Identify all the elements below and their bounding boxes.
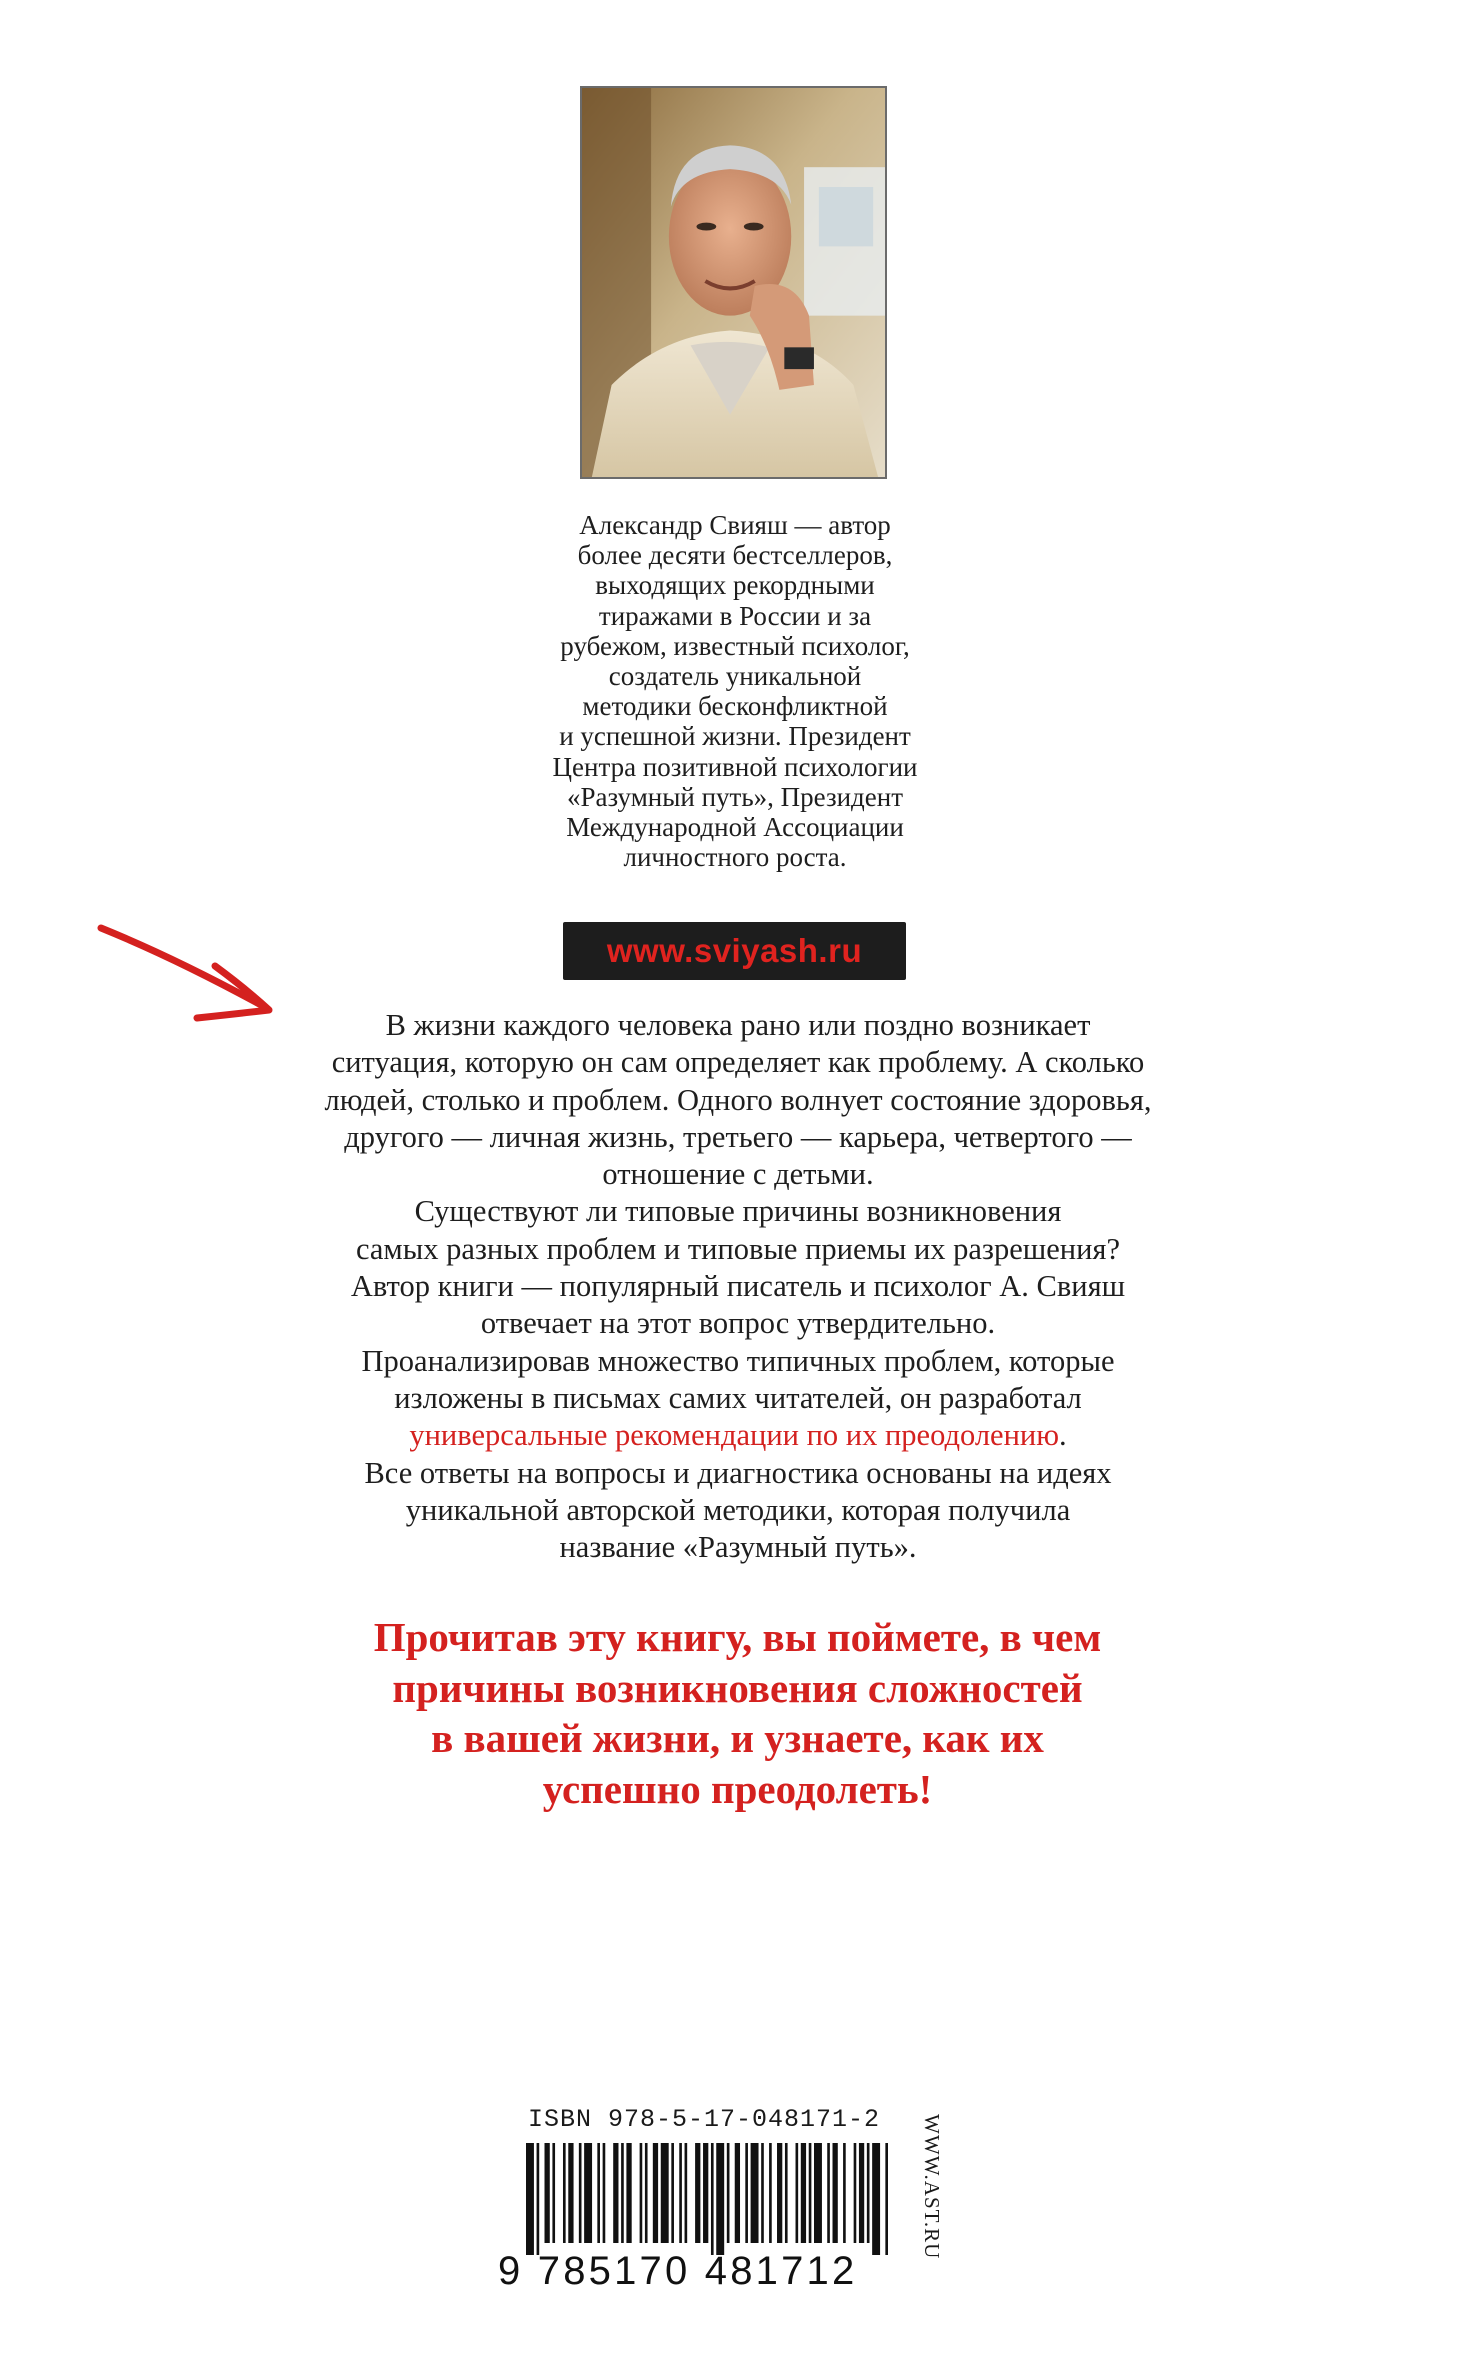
barcode-bar — [661, 2143, 669, 2243]
barcode-image — [526, 2143, 888, 2255]
barcode-bar — [814, 2143, 822, 2243]
barcode-bar — [761, 2143, 764, 2243]
barcode-bar — [653, 2143, 658, 2243]
barcode-bar — [859, 2143, 864, 2243]
barcode-bar — [867, 2143, 870, 2243]
annotation-line: название «Разумный путь». — [559, 1530, 917, 1565]
bio-line: более десяти бестселлеров, — [577, 540, 893, 571]
author-portrait-image — [582, 88, 885, 477]
barcode-bar — [716, 2143, 724, 2255]
barcode-bar — [526, 2143, 534, 2255]
website-banner[interactable] — [563, 922, 906, 980]
author-bio — [430, 510, 1040, 872]
barcode-bar — [796, 2143, 799, 2243]
annotation-line: отношение с детьми. — [602, 1157, 874, 1192]
barcode-bar — [843, 2143, 846, 2243]
cta-line: успешно преодолеть! — [542, 1765, 933, 1812]
book-annotation — [230, 1007, 1246, 1566]
annotation-period: . — [1059, 1418, 1067, 1453]
annotation-line: В жизни каждого человека рано или поздно возникает — [385, 1008, 1091, 1042]
barcode-bar — [613, 2143, 618, 2243]
barcode-bar — [603, 2143, 606, 2243]
barcode-bar — [552, 2143, 555, 2243]
cta-line: Прочитав эту книгу, вы поймете, в чем — [373, 1614, 1102, 1660]
barcode-bar — [777, 2143, 782, 2243]
annotation-line: Существуют ли типовые причины возникновения — [414, 1194, 1062, 1229]
barcode-bar — [685, 2143, 688, 2243]
barcode-bar — [833, 2143, 838, 2243]
cta-line: причины возникновения сложностей — [392, 1664, 1083, 1711]
barcode-bar — [745, 2143, 748, 2243]
barcode-bar — [769, 2143, 772, 2243]
annotation-line: отвечает на этот вопрос утвердительно. — [480, 1306, 996, 1341]
barcode-bar — [727, 2143, 730, 2243]
annotation-highlight: универсальные рекомендации по их преодолению — [409, 1418, 1060, 1453]
barcode-bar — [711, 2143, 714, 2255]
cta-line: в вашей жизни, и узнаете, как их — [431, 1715, 1044, 1761]
bio-line: создатель уникальной — [608, 661, 862, 692]
website-url[interactable]: www.sviyash.ru — [606, 932, 863, 969]
barcode-bar — [626, 2143, 631, 2243]
isbn-label: ISBN 978-5-17-048171-2 — [528, 2105, 881, 2134]
bio-line: Александр Свияш — автор — [579, 510, 891, 540]
barcode-bar — [640, 2143, 643, 2243]
barcode-bar — [579, 2143, 582, 2243]
barcode-bar — [537, 2143, 540, 2255]
barcode-bar — [671, 2143, 674, 2243]
barcode-bar — [621, 2143, 624, 2243]
bio-line: Международной Ассоциации — [566, 812, 904, 843]
annotation-line: Проанализировав множество типичных проблем, которые — [361, 1343, 1115, 1378]
bio-line: «Разумный путь», Президент — [566, 781, 904, 812]
annotation-highlight-line — [230, 1417, 1246, 1454]
barcode-bar — [801, 2143, 806, 2243]
barcode-bar — [751, 2143, 759, 2243]
barcode-bar — [785, 2143, 788, 2243]
annotation-line: людей, столько и проблем. Одного волнует состояние здоровья, — [324, 1082, 1152, 1117]
barcode-digits: 9 785170 481712 — [498, 2249, 858, 2293]
barcode-bar — [735, 2143, 740, 2243]
barcode-bar — [872, 2143, 880, 2255]
barcode-bar — [703, 2143, 708, 2243]
barcode-bar — [885, 2143, 888, 2255]
barcode-bar — [854, 2143, 857, 2243]
call-to-action — [290, 1612, 1185, 1814]
barcode-bar — [584, 2143, 592, 2243]
annotation-line: уникальной авторской методики, которая получила — [405, 1492, 1071, 1527]
barcode-bar — [597, 2143, 600, 2243]
barcode-bar — [545, 2143, 550, 2243]
barcode-bar — [809, 2143, 812, 2243]
annotation-line: самых разных проблем и типовые приемы их разрешения? — [355, 1231, 1121, 1266]
barcode-bar — [695, 2143, 700, 2243]
bio-line: личностного роста. — [623, 842, 847, 873]
bio-line: рубежом, известный психолог, — [560, 630, 910, 661]
bio-line: выходящих рекордными — [595, 570, 875, 601]
barcode-bar — [827, 2143, 830, 2243]
bio-line: Центра позитивной психологии — [552, 751, 918, 782]
barcode-bar — [645, 2143, 648, 2243]
annotation-line: другого — личная жизнь, третьего — карьера, четвертого — — [344, 1119, 1132, 1154]
bio-line: методики бесконфликтной — [582, 691, 888, 722]
annotation-line: ситуация, которую он сам определяет как проблему. А сколько — [331, 1045, 1145, 1080]
publisher-website: WWW.AST.RU — [920, 2114, 944, 2260]
author-photo — [580, 86, 887, 479]
annotation-line: Автор книги — популярный писатель и психолог А. Свияш — [350, 1269, 1126, 1304]
bio-line: и успешной жизни. Президент — [559, 721, 911, 752]
barcode-bar — [568, 2143, 573, 2243]
annotation-line: Все ответы на вопросы и диагностика основаны на идеях — [364, 1455, 1112, 1490]
annotation-line: изложены в письмах самих читателей, он разработал — [394, 1380, 1082, 1415]
bio-line: тиражами в России и за — [598, 600, 872, 631]
barcode-bar — [563, 2143, 566, 2243]
barcode-bar — [679, 2143, 682, 2243]
